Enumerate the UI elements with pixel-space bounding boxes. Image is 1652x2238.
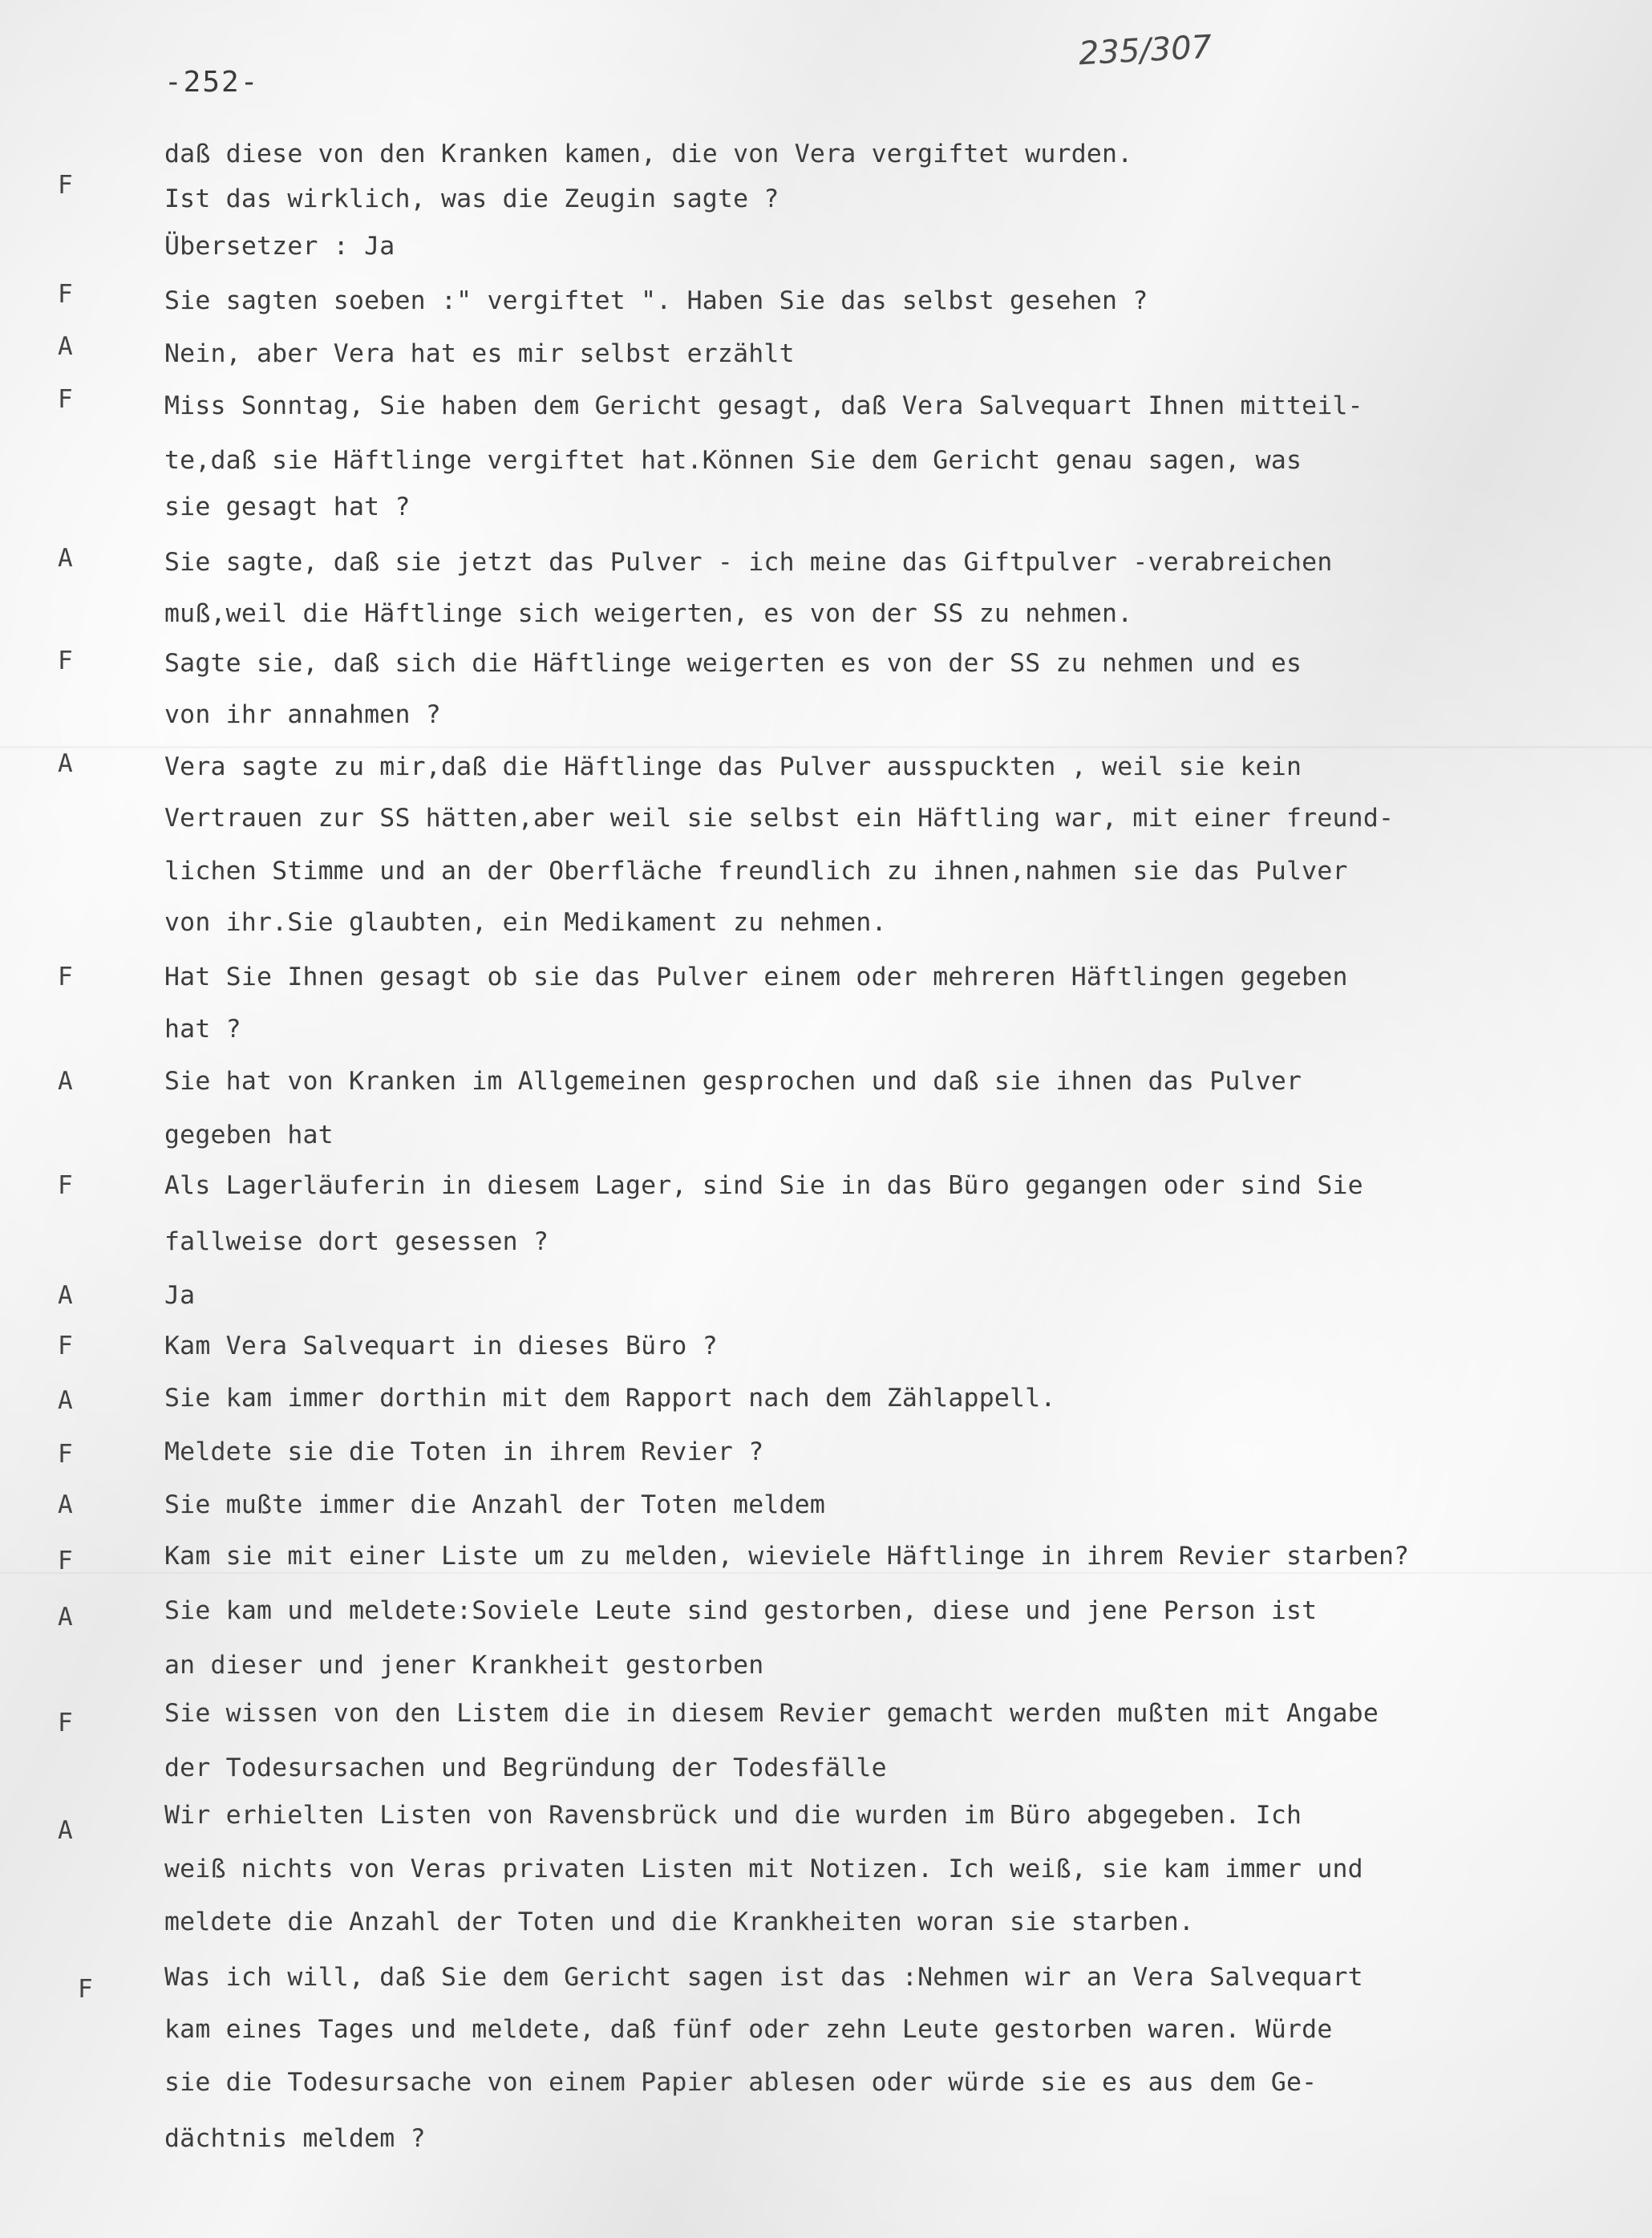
transcript-line: daß diese von den Kranken kamen, die von Vera vergiftet wurden.: [164, 140, 1133, 168]
transcript-line: Was ich will, daß Sie dem Gericht sagen ist das :Nehmen wir an Vera Salvequart: [164, 1963, 1363, 1992]
archive-number: 235/307: [1077, 28, 1213, 73]
transcript-line: an dieser und jener Krankheit gestorben: [164, 1651, 764, 1680]
transcript-line: lichen Stimme und an der Oberfläche freundlich zu ihnen,nahmen sie das Pulver: [164, 857, 1348, 886]
speaker-label: F: [58, 280, 73, 309]
speaker-label: F: [58, 1709, 73, 1737]
speaker-label: A: [58, 544, 73, 573]
transcript-line: weiß nichts von Veras privaten Listen mit Notizen. Ich weiß, sie kam immer und: [164, 1855, 1363, 1883]
transcript-line: sie die Todesursache von einem Papier ablesen oder würde sie es aus dem Ge-: [164, 2068, 1318, 2097]
speaker-label: F: [58, 171, 73, 200]
transcript-line: Ja: [164, 1281, 196, 1310]
transcript-line: Wir erhielten Listen von Ravensbrück und die wurden im Büro abgegeben. Ich: [164, 1801, 1302, 1830]
transcript-line: Sie mußte immer die Anzahl der Toten meldem: [164, 1490, 826, 1519]
transcript-line: Sie wissen von den Listem die in diesem Revier gemacht werden mußten mit Angabe: [164, 1699, 1379, 1728]
speaker-label: F: [58, 385, 73, 414]
transcript-line: Hat Sie Ihnen gesagt ob sie das Pulver einem oder mehreren Häftlingen gegeben: [164, 963, 1348, 991]
transcript-line: Vera sagte zu mir,daß die Häftlinge das Pulver ausspuckten , weil sie kein: [164, 752, 1302, 781]
transcript-line: Vertrauen zur SS hätten,aber weil sie selbst ein Häftling war, mit einer freund-: [164, 804, 1395, 833]
transcript-line: von ihr.Sie glaubten, ein Medikament zu nehmen.: [164, 908, 887, 937]
speaker-label: A: [58, 749, 73, 778]
speaker-label: F: [58, 1171, 73, 1200]
paper-crease: [0, 1572, 1652, 1574]
speaker-label: A: [58, 1816, 73, 1845]
transcript-line: dächtnis meldem ?: [164, 2124, 426, 2153]
transcript-line: Nein, aber Vera hat es mir selbst erzählt: [164, 339, 795, 368]
speaker-label: F: [58, 1547, 73, 1575]
transcript-line: Übersetzer : Ja: [164, 232, 395, 261]
speaker-label: F: [58, 647, 73, 675]
speaker-label: A: [58, 332, 73, 361]
speaker-label: A: [58, 1067, 73, 1096]
transcript-line: Kam sie mit einer Liste um zu melden, wieviele Häftlinge in ihrem Revier starben?: [164, 1542, 1410, 1571]
transcript-line: Sie kam und meldete:Soviele Leute sind gestorben, diese und jene Person ist: [164, 1596, 1318, 1625]
transcript-line: meldete die Anzahl der Toten und die Krankheiten woran sie starben.: [164, 1908, 1195, 1936]
speaker-label: A: [58, 1386, 73, 1415]
transcript-line: Sagte sie, daß sich die Häftlinge weigerten es von der SS zu nehmen und es: [164, 649, 1302, 678]
transcript-line: der Todesursachen und Begründung der Todesfälle: [164, 1754, 887, 1782]
transcript-line: Sie hat von Kranken im Allgemeinen gesprochen und daß sie ihnen das Pulver: [164, 1067, 1302, 1096]
speaker-label: F: [78, 1975, 93, 2004]
transcript-line: Kam Vera Salvequart in dieses Büro ?: [164, 1332, 718, 1360]
transcript-line: Sie sagten soeben :" vergiftet ". Haben Sie das selbst gesehen ?: [164, 286, 1148, 315]
paper-crease: [0, 746, 1652, 748]
transcript-line: Ist das wirklich, was die Zeugin sagte ?: [164, 184, 779, 213]
speaker-label: A: [58, 1603, 73, 1632]
transcript-line: muß,weil die Häftlinge sich weigerten, es von der SS zu nehmen.: [164, 599, 1133, 628]
transcript-line: kam eines Tages und meldete, daß fünf oder zehn Leute gestorben waren. Würde: [164, 2015, 1333, 2044]
transcript-line: Als Lagerläuferin in diesem Lager, sind Sie in das Büro gegangen oder sind Sie: [164, 1171, 1363, 1200]
transcript-line: fallweise dort gesessen ?: [164, 1227, 549, 1256]
transcript-line: te,daß sie Häftlinge vergiftet hat.Können Sie dem Gericht genau sagen, was: [164, 446, 1302, 475]
page-number: -252-: [164, 66, 260, 99]
speaker-label: F: [58, 963, 73, 991]
speaker-label: F: [58, 1440, 73, 1469]
transcript-line: sie gesagt hat ?: [164, 493, 411, 521]
transcript-line: Sie sagte, daß sie jetzt das Pulver - ich meine das Giftpulver -verabreichen: [164, 548, 1333, 577]
transcript-line: Sie kam immer dorthin mit dem Rapport nach dem Zählappell.: [164, 1384, 1056, 1413]
speaker-label: A: [58, 1490, 73, 1519]
transcript-line: von ihr annahmen ?: [164, 700, 441, 729]
speaker-label: A: [58, 1281, 73, 1310]
transcript-line: hat ?: [164, 1015, 241, 1044]
transcript-line: gegeben hat: [164, 1121, 334, 1149]
speaker-label: F: [58, 1332, 73, 1360]
transcript-line: Miss Sonntag, Sie haben dem Gericht gesagt, daß Vera Salvequart Ihnen mitteil-: [164, 391, 1363, 420]
transcript-line: Meldete sie die Toten in ihrem Revier ?: [164, 1437, 764, 1466]
